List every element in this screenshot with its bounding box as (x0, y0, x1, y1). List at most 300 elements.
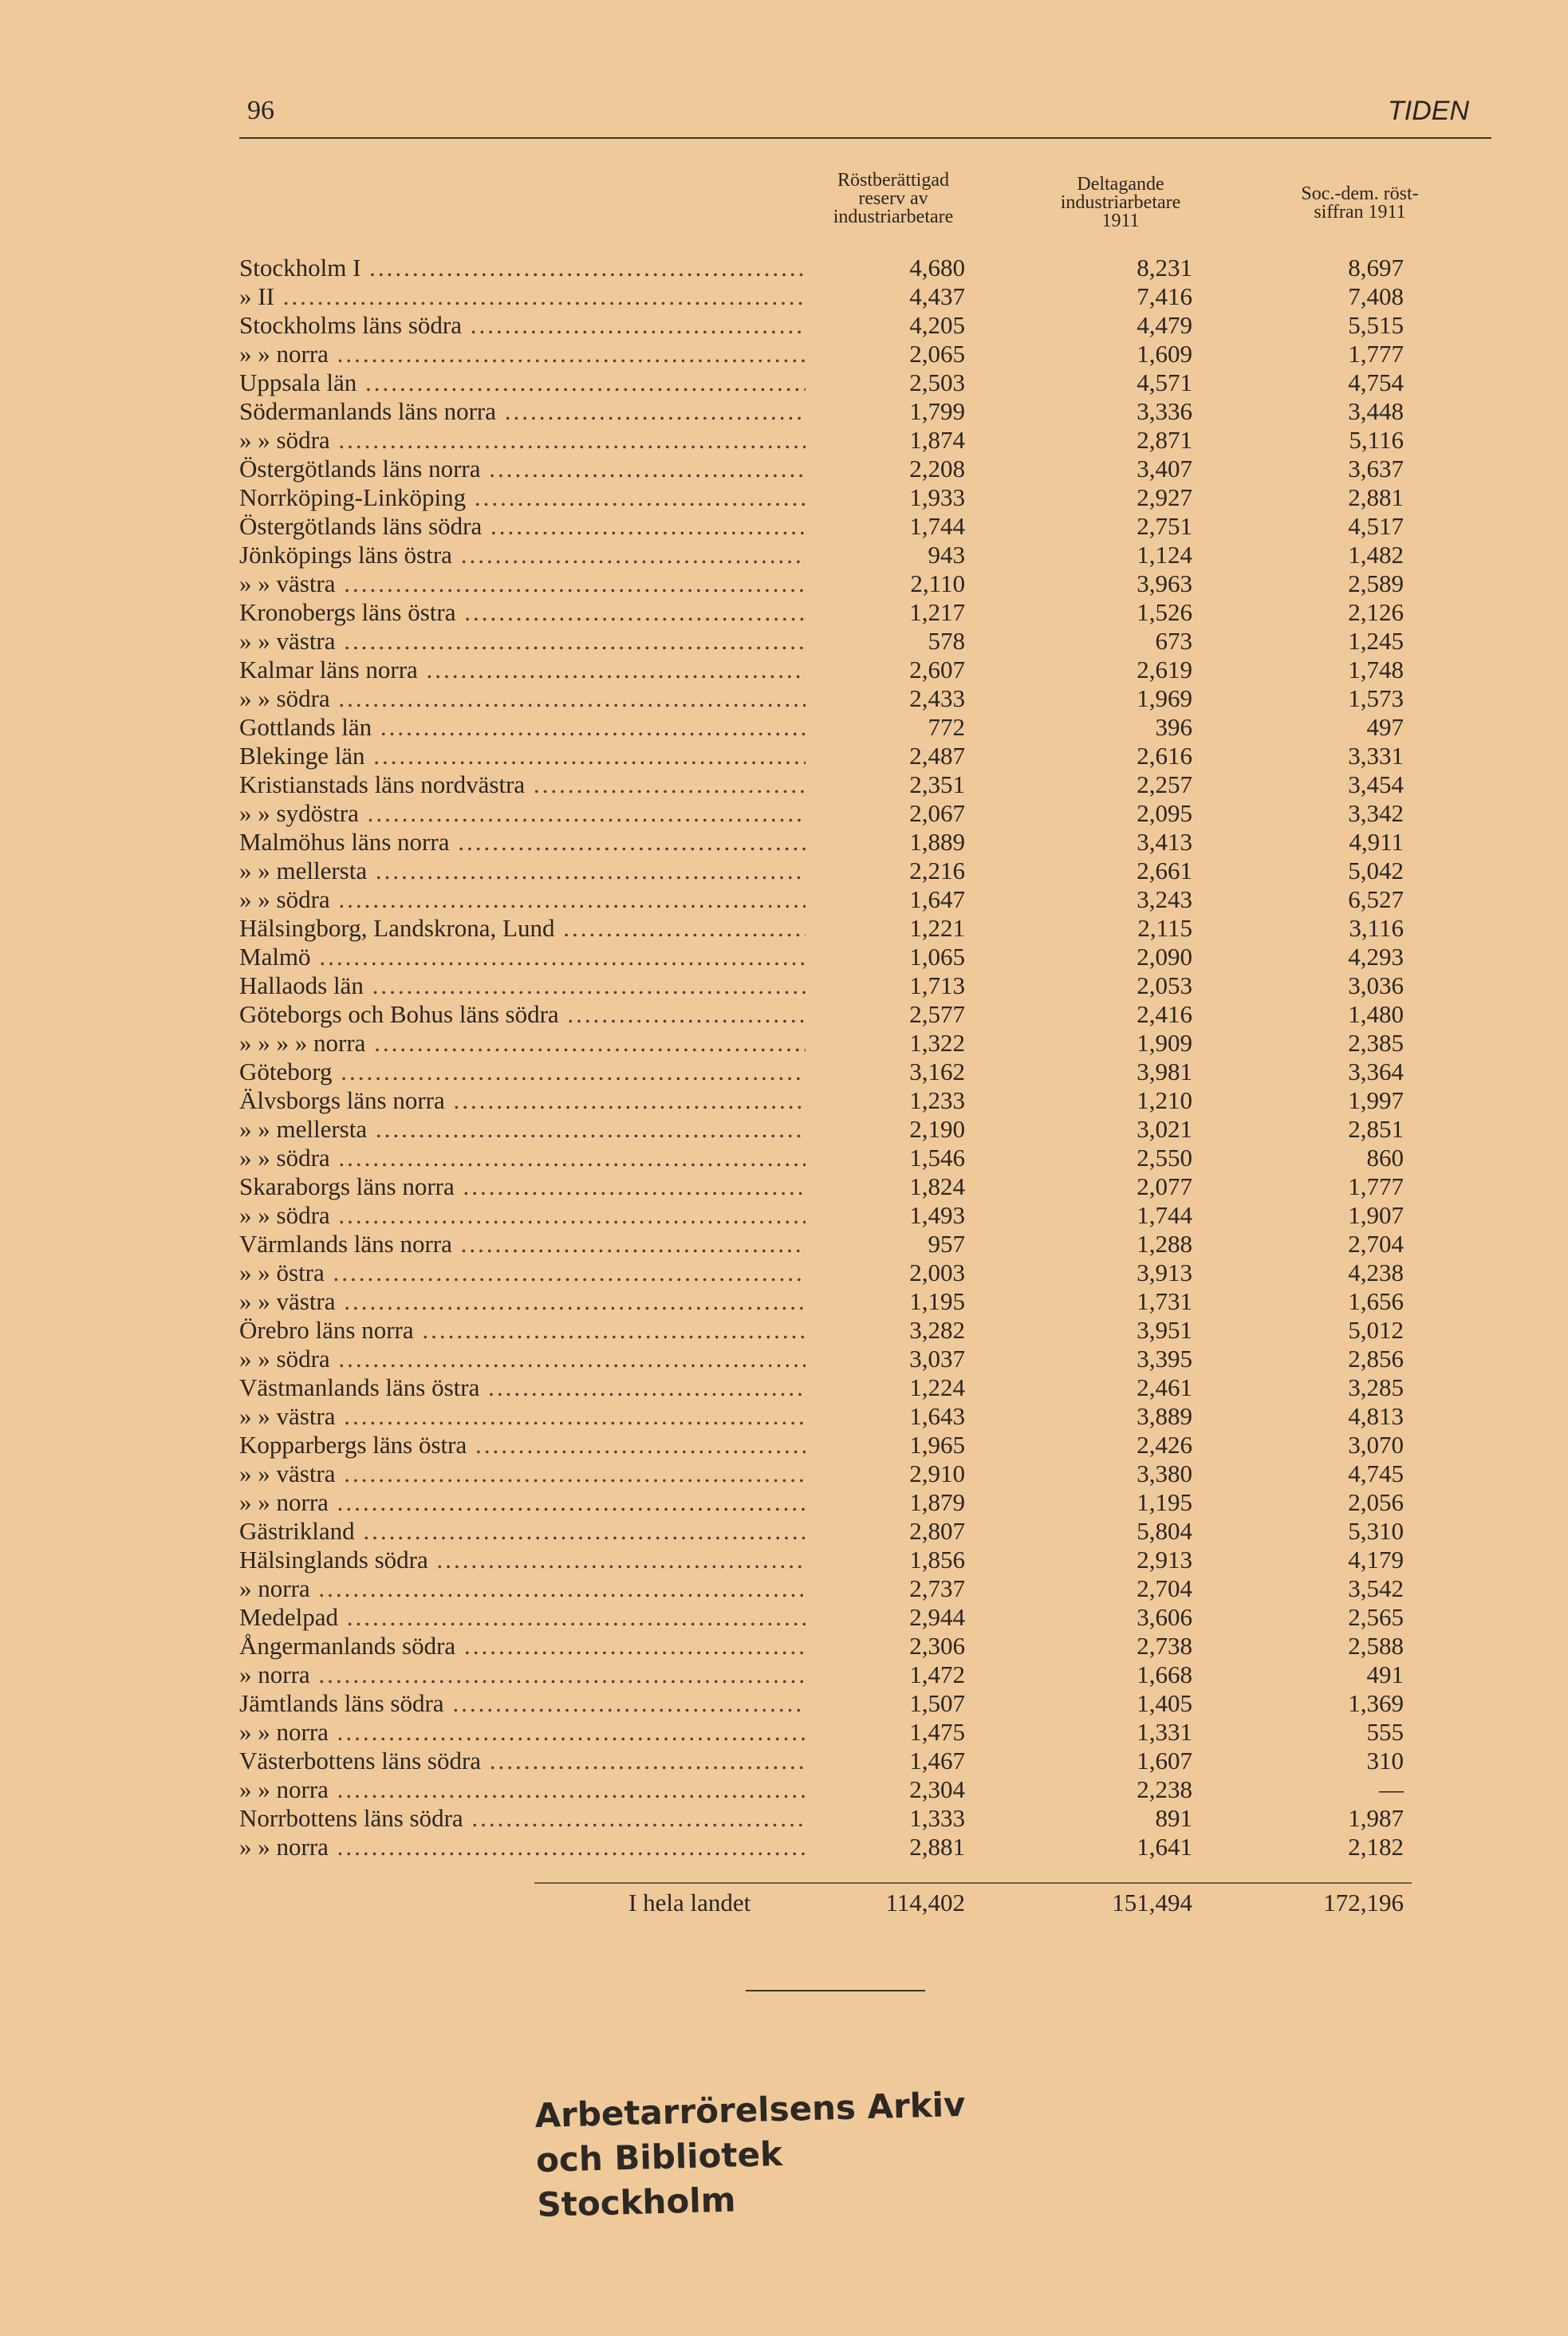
participating-value: 673 (1155, 627, 1192, 655)
reserve-value: 2,433 (909, 684, 965, 712)
socdem-value: 1,997 (1348, 1086, 1404, 1114)
table-row (239, 684, 1468, 713)
table-row (239, 799, 1468, 828)
column-header-line: reserv av (858, 188, 928, 209)
row-label-text: Stockholm I (239, 254, 361, 282)
reserve-value: 1,322 (909, 1029, 965, 1057)
table-row (239, 1230, 1468, 1259)
table-row (239, 1632, 1468, 1660)
socdem-value: 1,987 (1348, 1804, 1404, 1832)
row-label (239, 1833, 806, 1861)
socdem-value: 2,704 (1348, 1230, 1404, 1258)
total-socdem: 172,196 (1323, 1889, 1404, 1916)
participating-value: 2,461 (1137, 1373, 1192, 1401)
table-row (239, 512, 1468, 541)
reserve-value: 2,351 (909, 770, 965, 798)
socdem-value: 2,589 (1348, 569, 1404, 597)
table-row (239, 1144, 1468, 1172)
participating-value: 2,751 (1137, 512, 1192, 540)
row-label (239, 1345, 806, 1373)
row-label (239, 770, 806, 799)
row-label (239, 1517, 806, 1546)
reserve-value: 2,577 (909, 1000, 965, 1028)
participating-value: 3,606 (1137, 1603, 1192, 1631)
column-header-line: industriarbetare (833, 207, 954, 227)
row-label-text: » » » » norra (239, 1029, 366, 1057)
table-row (239, 1546, 1468, 1574)
row-label (239, 1603, 806, 1632)
participating-value: 1,668 (1137, 1660, 1192, 1688)
row-label-text: Östergötlands läns södra (239, 512, 483, 540)
table-row (239, 1201, 1468, 1230)
socdem-value: 3,448 (1348, 397, 1404, 425)
row-label-text: » » södra (239, 1201, 330, 1229)
row-label (239, 1058, 806, 1086)
participating-value: 3,380 (1137, 1460, 1192, 1487)
socdem-value: 3,342 (1348, 799, 1404, 827)
socdem-value: 2,126 (1348, 598, 1404, 626)
participating-value: 3,951 (1137, 1316, 1192, 1344)
participating-value: 4,571 (1137, 368, 1192, 396)
row-label-text: Älvsborgs läns norra (239, 1086, 445, 1114)
row-label (239, 1632, 806, 1660)
socdem-value: 860 (1366, 1144, 1404, 1172)
participating-value: 1,124 (1137, 541, 1192, 569)
row-label (239, 1230, 806, 1259)
participating-value: 1,331 (1137, 1718, 1192, 1746)
table-row (239, 770, 1468, 799)
table-row (239, 742, 1468, 770)
row-label-text: » » södra (239, 1144, 330, 1172)
stamp-line: och Bibliotek (535, 2133, 783, 2180)
socdem-value: 3,364 (1348, 1058, 1404, 1085)
reserve-value: 772 (928, 713, 965, 741)
socdem-value: 4,238 (1348, 1259, 1404, 1286)
participating-value: 1,744 (1137, 1201, 1192, 1229)
row-label-text: Södermanlands läns norra (239, 397, 496, 425)
row-label-text: Hälsinglands södra (239, 1546, 428, 1574)
reserve-value: 1,713 (909, 971, 965, 999)
row-label (239, 1259, 806, 1287)
total-participating: 151,494 (1112, 1889, 1192, 1916)
table-row (239, 943, 1468, 971)
row-label-text: » » mellersta (239, 1115, 368, 1143)
row-label (239, 1029, 806, 1058)
table-row (239, 282, 1468, 311)
reserve-value: 1,472 (909, 1660, 965, 1688)
participating-value: 1,405 (1137, 1689, 1192, 1717)
row-label (239, 656, 806, 684)
socdem-value: 2,856 (1348, 1345, 1404, 1373)
socdem-value: 1,777 (1348, 1172, 1404, 1200)
table-row (239, 1775, 1468, 1804)
reserve-value: 3,162 (909, 1058, 965, 1085)
row-label (239, 1460, 806, 1488)
row-label (239, 455, 806, 483)
row-label (239, 598, 806, 627)
column-header-line: industriarbetare (1060, 192, 1181, 213)
reserve-value: 4,680 (909, 254, 965, 282)
participating-value: 2,238 (1137, 1775, 1192, 1803)
reserve-value: 2,208 (909, 455, 965, 483)
reserve-value: 2,110 (910, 569, 965, 597)
socdem-value: 2,182 (1348, 1833, 1404, 1861)
row-label (239, 1086, 806, 1115)
socdem-value: 1,777 (1348, 340, 1404, 368)
participating-value: 7,416 (1137, 282, 1192, 310)
socdem-value: 3,070 (1348, 1431, 1404, 1459)
participating-value: 3,021 (1137, 1115, 1192, 1143)
table-row (239, 627, 1468, 656)
participating-value: 3,336 (1137, 397, 1192, 425)
row-label (239, 1144, 806, 1172)
reserve-value: 1,799 (909, 397, 965, 425)
participating-value: 2,550 (1137, 1144, 1192, 1172)
table-row (239, 483, 1468, 512)
row-label-text: » » västra (239, 1287, 336, 1315)
socdem-value: 4,745 (1348, 1460, 1404, 1487)
participating-value: 1,210 (1137, 1086, 1192, 1114)
participating-value: 2,616 (1137, 742, 1192, 770)
table-row (239, 1115, 1468, 1144)
socdem-value: 2,881 (1348, 483, 1404, 511)
reserve-value: 1,233 (909, 1086, 965, 1114)
table-row (239, 455, 1468, 483)
row-label-text: » » norra (239, 1833, 329, 1861)
table-row (239, 1603, 1468, 1632)
row-label (239, 282, 806, 311)
table-row (239, 1029, 1468, 1058)
column-header-participating (1029, 175, 1212, 230)
reserve-value: 2,503 (909, 368, 965, 396)
table-row (239, 340, 1468, 368)
table-row (239, 1431, 1468, 1460)
reserve-value: 2,944 (909, 1603, 965, 1631)
library-stamp (534, 2082, 968, 2228)
row-label-text: » » östra (239, 1259, 325, 1286)
column-header-reserve (806, 171, 981, 227)
socdem-value: 5,012 (1348, 1316, 1404, 1344)
reserve-value: 1,493 (909, 1201, 965, 1229)
table-row (239, 857, 1468, 885)
row-label-text: Stockholms läns södra (239, 311, 462, 339)
participating-value: 2,738 (1137, 1632, 1192, 1660)
participating-value: 2,704 (1137, 1574, 1192, 1602)
row-label (239, 1775, 806, 1804)
row-label (239, 426, 806, 455)
row-label-text: Malmö (239, 943, 311, 971)
row-label (239, 1172, 806, 1201)
socdem-value: 8,697 (1348, 254, 1404, 282)
row-label (239, 397, 806, 426)
reserve-value: 1,744 (909, 512, 965, 540)
socdem-value: 5,042 (1348, 857, 1404, 884)
row-label-text: Gästrikland (239, 1517, 355, 1545)
row-label (239, 1804, 806, 1833)
row-label-text: Kopparbergs läns östra (239, 1431, 467, 1459)
column-header-line: Deltagande (1077, 174, 1164, 195)
total-row (239, 1887, 1468, 1919)
table-row (239, 1172, 1468, 1201)
table-row (239, 1402, 1468, 1431)
row-label-text: Hälsingborg, Landskrona, Lund (239, 914, 555, 942)
row-label-text: Gottlands län (239, 713, 372, 741)
socdem-value: 5,116 (1349, 426, 1404, 454)
row-label-text: Jönköpings läns östra (239, 541, 452, 569)
sum-rule (534, 1882, 1412, 1884)
column-header-line: Röstberättigad (837, 170, 949, 191)
row-label-text: Göteborgs och Bohus läns södra (239, 1000, 559, 1028)
reserve-value: 1,647 (909, 885, 965, 913)
participating-value: 3,963 (1137, 569, 1192, 597)
participating-value: 8,231 (1137, 254, 1192, 282)
reserve-value: 2,737 (909, 1574, 965, 1602)
row-label (239, 1000, 806, 1029)
socdem-value: 1,245 (1348, 627, 1404, 655)
row-label-text: Örebro läns norra (239, 1316, 414, 1344)
row-label (239, 1431, 806, 1460)
header-rule (239, 137, 1491, 139)
column-header-line: 1911 (1101, 211, 1140, 231)
table-row (239, 971, 1468, 1000)
participating-value: 1,641 (1137, 1833, 1192, 1861)
table-row (239, 541, 1468, 569)
reserve-value: 957 (928, 1230, 965, 1258)
socdem-value: 2,851 (1348, 1115, 1404, 1143)
table-row (239, 1316, 1468, 1345)
participating-value: 3,889 (1137, 1402, 1192, 1430)
reserve-value: 943 (928, 541, 965, 569)
row-label-text: Västmanlands läns östra (239, 1373, 480, 1401)
participating-value: 2,871 (1137, 426, 1192, 454)
table-row (239, 914, 1468, 943)
participating-value: 3,413 (1137, 828, 1192, 856)
socdem-value: 1,907 (1348, 1201, 1404, 1229)
row-label (239, 1689, 806, 1718)
socdem-value: 3,454 (1348, 770, 1404, 798)
row-label (239, 512, 806, 541)
participating-value: 1,195 (1137, 1488, 1192, 1516)
reserve-value: 3,282 (909, 1316, 965, 1344)
row-label (239, 1660, 806, 1689)
row-label-text: Jämtlands läns södra (239, 1689, 444, 1717)
row-label-text: » II (239, 282, 274, 310)
table-row (239, 1345, 1468, 1373)
socdem-value: 3,285 (1348, 1373, 1404, 1401)
reserve-value: 2,065 (909, 340, 965, 368)
reserve-value: 1,217 (909, 598, 965, 626)
participating-value: 5,804 (1137, 1517, 1192, 1545)
table-row (239, 426, 1468, 455)
row-label (239, 1402, 806, 1431)
socdem-value: 1,573 (1348, 684, 1404, 712)
row-label-text: » » norra (239, 1718, 329, 1746)
data-table (239, 254, 1468, 1861)
row-label (239, 1373, 806, 1402)
row-label (239, 885, 806, 914)
table-row (239, 713, 1468, 742)
participating-value: 891 (1155, 1804, 1192, 1832)
participating-value: 2,115 (1137, 914, 1192, 942)
reserve-value: 1,467 (909, 1747, 965, 1775)
table-row (239, 1058, 1468, 1086)
row-label-text: Kronobergs läns östra (239, 598, 456, 626)
row-label-text: » » norra (239, 1775, 329, 1803)
socdem-value: — (1379, 1775, 1404, 1803)
socdem-value: 555 (1366, 1718, 1404, 1746)
table-row (239, 1804, 1468, 1833)
reserve-value: 4,205 (909, 311, 965, 339)
socdem-value: 5,515 (1348, 311, 1404, 339)
participating-value: 396 (1155, 713, 1192, 741)
reserve-value: 1,889 (909, 828, 965, 856)
table-row (239, 1488, 1468, 1517)
stamp-line: Arbetarrörelsens Arkiv (534, 2084, 967, 2136)
socdem-value: 2,588 (1348, 1632, 1404, 1660)
participating-value: 2,090 (1137, 943, 1192, 971)
table-row (239, 368, 1468, 397)
row-label (239, 1574, 806, 1603)
participating-value: 3,407 (1137, 455, 1192, 483)
socdem-value: 5,310 (1348, 1517, 1404, 1545)
socdem-value: 1,369 (1348, 1689, 1404, 1717)
row-label (239, 541, 806, 569)
row-label (239, 569, 806, 598)
reserve-value: 1,824 (909, 1172, 965, 1200)
table-row (239, 1373, 1468, 1402)
row-label-text: » » norra (239, 1488, 329, 1516)
row-label-text: » » västra (239, 569, 336, 597)
table-row (239, 1287, 1468, 1316)
table-row (239, 1718, 1468, 1747)
reserve-value: 1,874 (909, 426, 965, 454)
row-label (239, 914, 806, 943)
total-label: I hela landet (628, 1889, 751, 1916)
reserve-value: 1,065 (909, 943, 965, 971)
participating-value: 3,243 (1137, 885, 1192, 913)
row-label-text: » » västra (239, 1402, 336, 1430)
socdem-value: 7,408 (1348, 282, 1404, 310)
row-label (239, 340, 806, 368)
reserve-value: 1,933 (909, 483, 965, 511)
row-label (239, 1115, 806, 1144)
reserve-value: 2,216 (909, 857, 965, 884)
row-label-text: Göteborg (239, 1058, 333, 1085)
socdem-value: 2,056 (1348, 1488, 1404, 1516)
row-label (239, 1316, 806, 1345)
row-label-text: Hallaods län (239, 971, 364, 999)
table-row (239, 1086, 1468, 1115)
participating-value: 2,619 (1137, 656, 1192, 683)
row-label (239, 1488, 806, 1517)
participating-value: 2,426 (1137, 1431, 1192, 1459)
socdem-value: 3,116 (1349, 914, 1404, 942)
participating-value: 2,077 (1137, 1172, 1192, 1200)
column-header-line: Soc.-dem. röst- (1301, 183, 1419, 204)
participating-value: 2,053 (1137, 971, 1192, 999)
row-label (239, 1718, 806, 1747)
socdem-value: 491 (1366, 1660, 1404, 1688)
row-label-text: Norrbottens läns södra (239, 1804, 463, 1832)
row-label (239, 311, 806, 340)
row-label-text: » » södra (239, 885, 330, 913)
participating-value: 2,095 (1137, 799, 1192, 827)
table-row (239, 1833, 1468, 1861)
reserve-value: 1,221 (909, 914, 965, 942)
total-reserve: 114,402 (885, 1889, 965, 1916)
participating-value: 1,526 (1137, 598, 1192, 626)
row-label (239, 799, 806, 828)
table-row (239, 1460, 1468, 1488)
reserve-value: 1,507 (909, 1689, 965, 1717)
row-label (239, 483, 806, 512)
participating-value: 1,609 (1137, 340, 1192, 368)
table-row (239, 311, 1468, 340)
page-number: 96 (247, 96, 274, 125)
row-label (239, 828, 806, 857)
reserve-value: 1,333 (909, 1804, 965, 1832)
row-label-text: » » sydöstra (239, 799, 359, 827)
participating-value: 1,731 (1137, 1287, 1192, 1315)
socdem-value: 4,293 (1348, 943, 1404, 971)
table-row (239, 1747, 1468, 1775)
socdem-value: 6,527 (1348, 885, 1404, 913)
participating-value: 3,981 (1137, 1058, 1192, 1085)
reserve-value: 1,475 (909, 1718, 965, 1746)
row-label (239, 1287, 806, 1316)
row-label-text: » norra (239, 1660, 310, 1688)
reserve-value: 2,190 (909, 1115, 965, 1143)
row-label (239, 1747, 806, 1775)
reserve-value: 1,965 (909, 1431, 965, 1459)
socdem-value: 1,656 (1348, 1287, 1404, 1315)
table-row (239, 1259, 1468, 1287)
reserve-value: 2,306 (909, 1632, 965, 1660)
reserve-value: 2,807 (909, 1517, 965, 1545)
table-row (239, 885, 1468, 914)
row-label-text: » norra (239, 1574, 310, 1602)
row-label (239, 254, 806, 282)
row-label-text: Uppsala län (239, 368, 357, 396)
reserve-value: 2,067 (909, 799, 965, 827)
row-label-text: » » västra (239, 1460, 336, 1487)
participating-value: 1,969 (1137, 684, 1192, 712)
row-label-text: » » norra (239, 340, 329, 368)
stamp-line: Stockholm (536, 2180, 737, 2225)
reserve-value: 1,643 (909, 1402, 965, 1430)
reserve-value: 1,195 (909, 1287, 965, 1315)
row-label-text: » » södra (239, 1345, 330, 1373)
table-row (239, 569, 1468, 598)
reserve-value: 1,879 (909, 1488, 965, 1516)
row-label-text: » » södra (239, 684, 330, 712)
table-row (239, 598, 1468, 627)
row-label (239, 627, 806, 656)
row-label-text: » » mellersta (239, 857, 368, 884)
column-header-line: siffran 1911 (1314, 202, 1406, 223)
socdem-value: 3,637 (1348, 455, 1404, 483)
socdem-value: 3,036 (1348, 971, 1404, 999)
participating-value: 2,927 (1137, 483, 1192, 511)
reserve-value: 3,037 (909, 1345, 965, 1373)
row-label-text: Skaraborgs läns norra (239, 1172, 455, 1200)
table-row (239, 1000, 1468, 1029)
reserve-value: 2,881 (909, 1833, 965, 1861)
row-label-text: Ångermanlands södra (239, 1632, 456, 1660)
socdem-value: 4,754 (1348, 368, 1404, 396)
end-rule (746, 1990, 925, 1991)
socdem-value: 2,565 (1348, 1603, 1404, 1631)
